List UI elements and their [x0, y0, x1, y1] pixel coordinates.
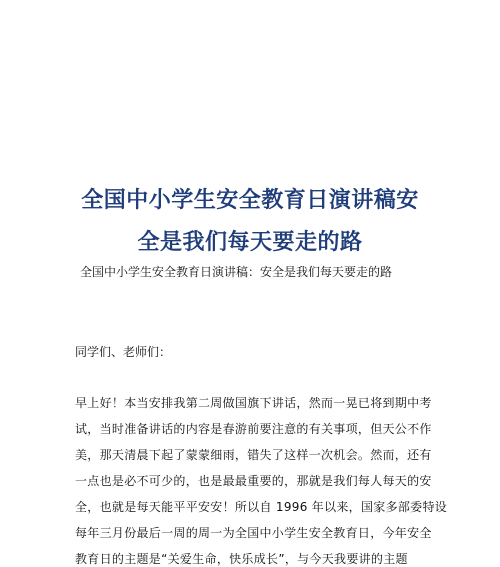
body-line-4: 一点也是必不可少的，也是最最重要的，那就是我们每人每天的安: [75, 474, 432, 488]
body-line-7: 教育日的主题是“关爱生命，快乐成长”，与今天我要讲的主题: [75, 552, 408, 566]
body-line-6: 每年三月份最后一周的周一为全国中小学生安全教育日，今年安全: [75, 526, 432, 540]
greeting-text: 同学们、老师们：: [75, 345, 172, 359]
body-line-3: 美，那天清晨下起了蒙蒙细雨，错失了这样一次机会。然而，还有: [75, 448, 432, 462]
document-title-line-2: 全是我们每天要走的路: [137, 230, 363, 255]
body-line-5: 全，也就是每天能平平安安！所以自 1996 年以来，国家多部委特设: [75, 500, 448, 514]
document-title-line-1: 全国中小学生安全教育日演讲稿安: [81, 188, 419, 213]
body-line-1: 早上好！本当安排我第二周做国旗下讲话，然而一晃已将到期中考: [75, 396, 432, 410]
body-line-2: 试，当时准备讲话的内容是春游前要注意的有关事项，但天公不作: [75, 422, 432, 436]
document-subtitle: 全国中小学生安全教育日演讲稿：安全是我们每天要走的路: [80, 265, 393, 279]
